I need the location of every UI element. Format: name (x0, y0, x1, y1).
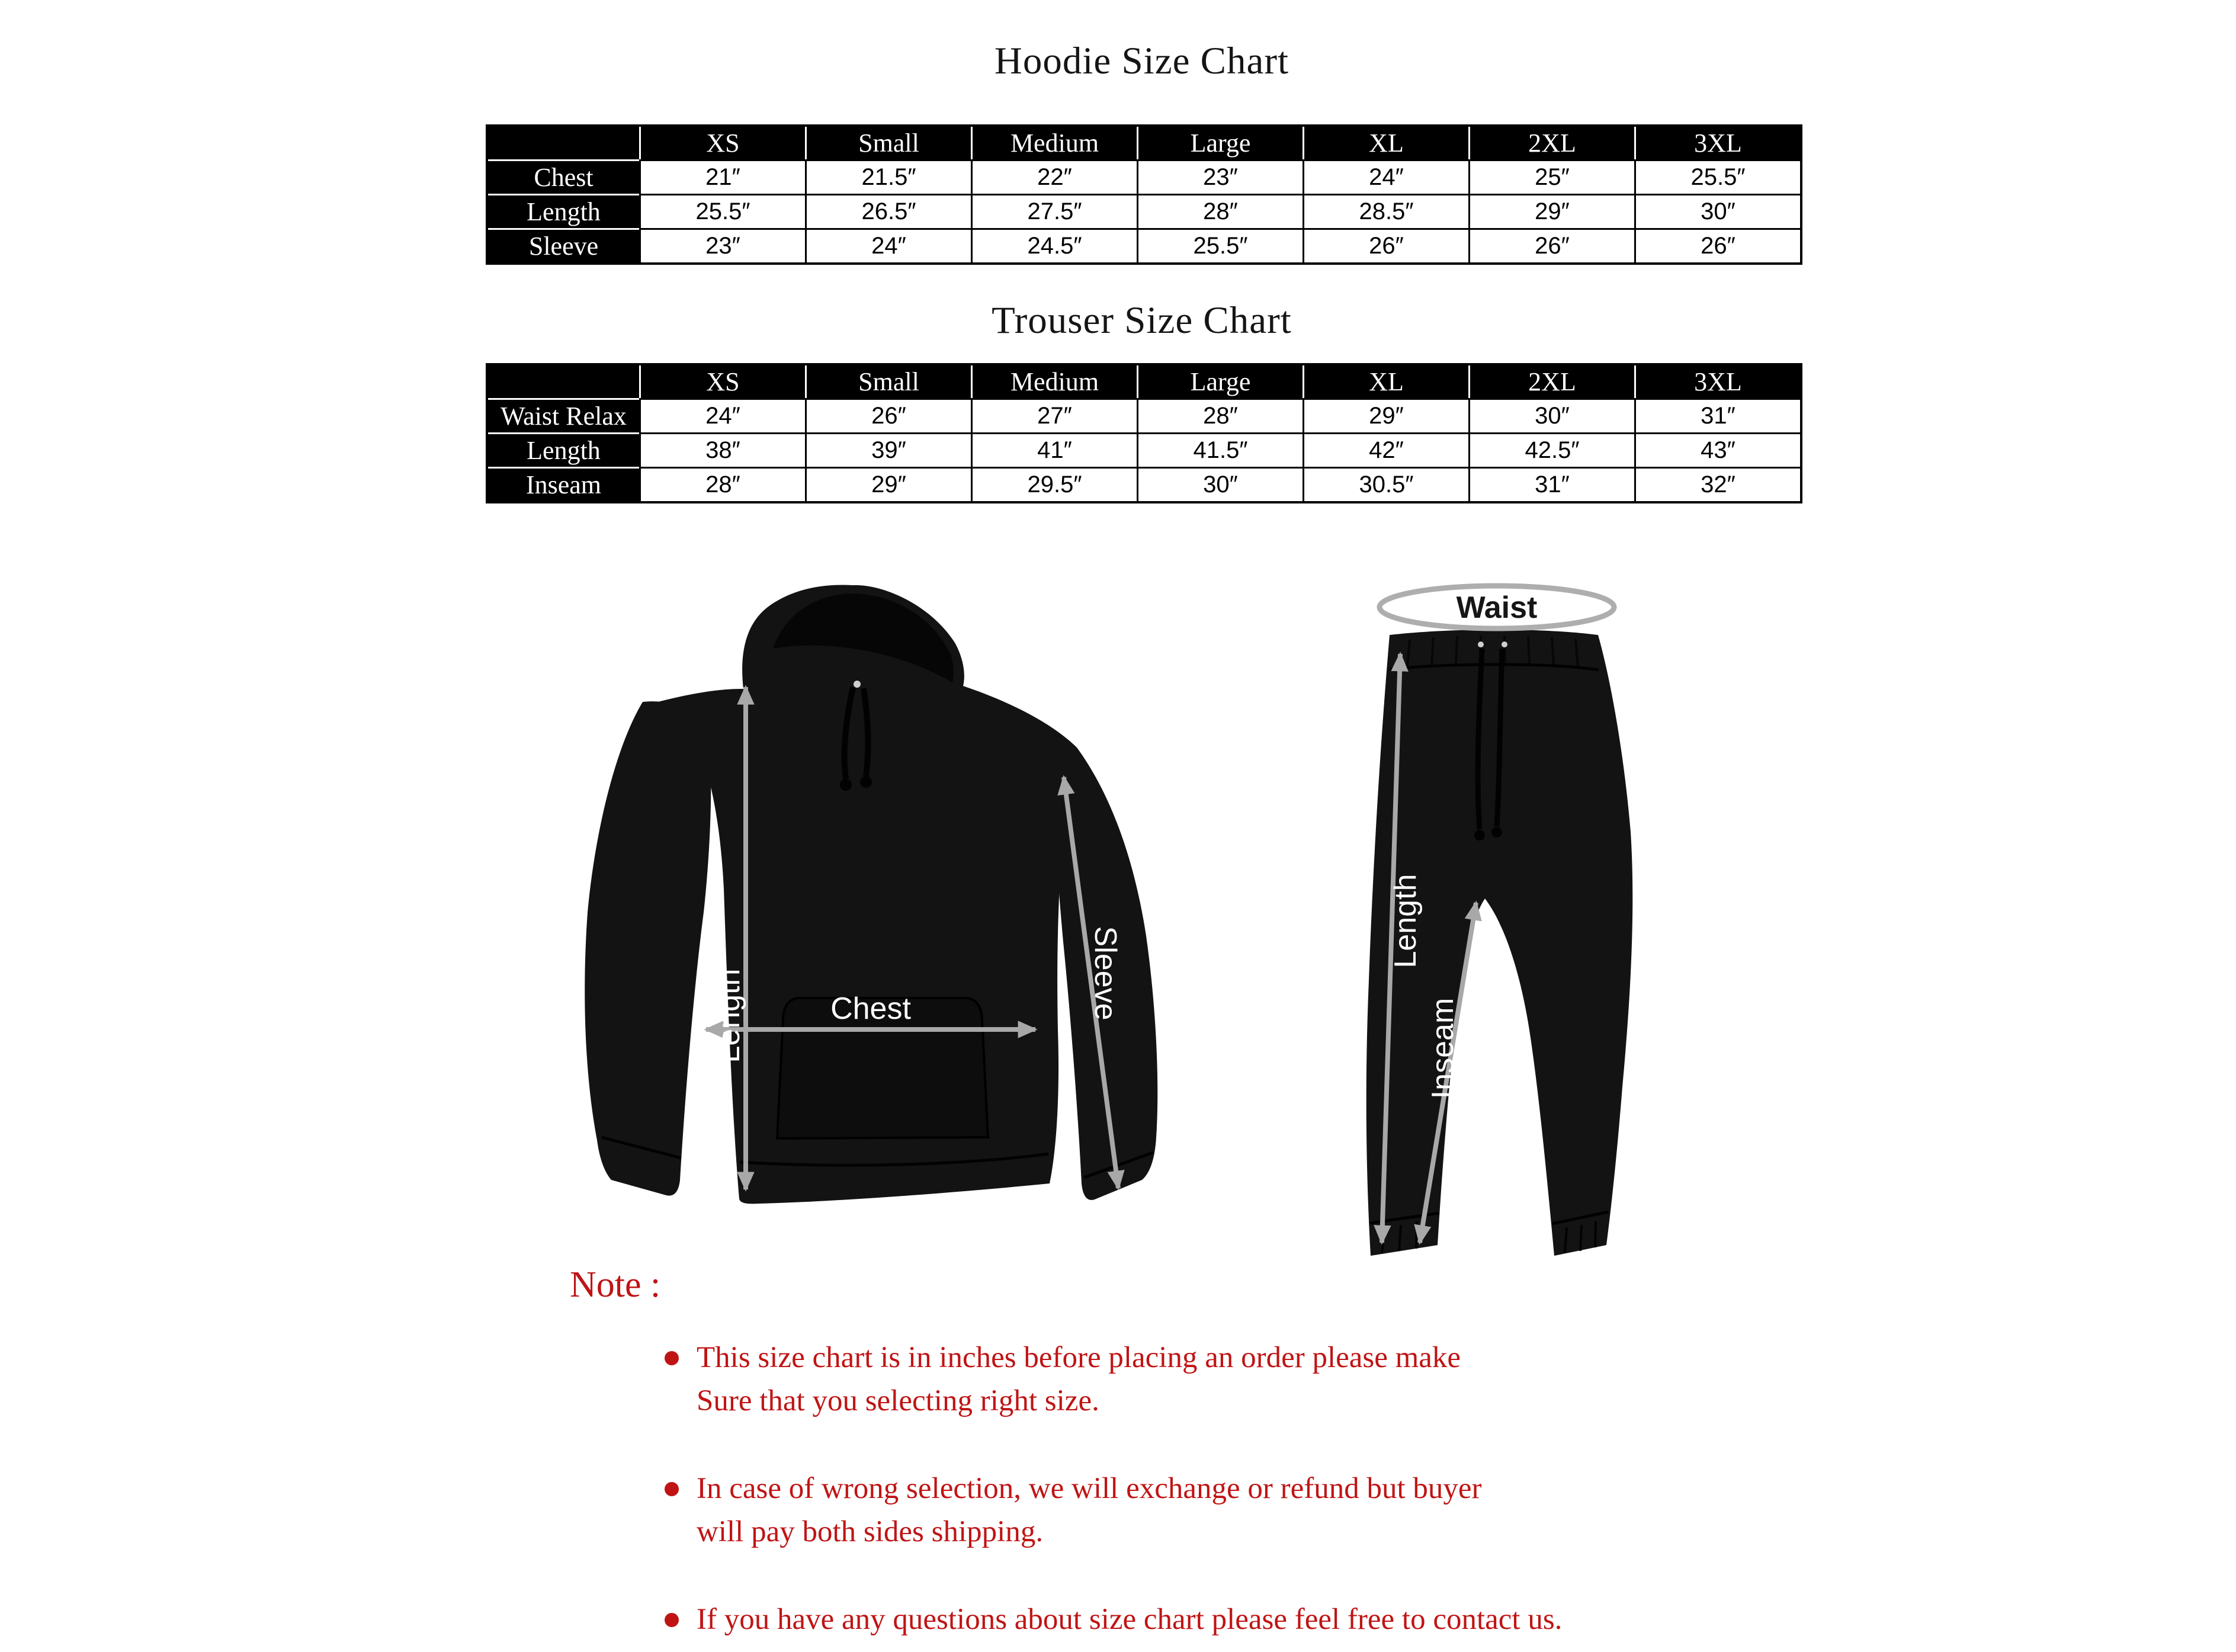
bullet-dot (665, 1351, 679, 1365)
trouser-chart-title: Trouser Size Chart (992, 299, 1292, 342)
row-label-sleeve: Sleeve (488, 228, 639, 262)
size-value-cell: 39″ (805, 432, 971, 467)
size-value-cell: 38″ (639, 432, 805, 467)
corner-cell (488, 365, 639, 398)
note-bullet-list (665, 1336, 1820, 1641)
hoodie-header-row (488, 127, 1800, 159)
column-header-large: Large (1137, 365, 1303, 398)
column-header-xs: XS (639, 127, 805, 159)
note-bullet (665, 1467, 1820, 1554)
bullet-dot (665, 1613, 679, 1627)
drawstring-knot (1491, 827, 1502, 838)
column-header-xl: XL (1303, 365, 1468, 398)
bullet-line: Sure that you selecting right size. (697, 1384, 1099, 1417)
size-value-cell: 21″ (639, 159, 805, 194)
size-value-cell: 25.5″ (1137, 228, 1303, 262)
bullet-line: will pay both sides shipping. (697, 1515, 1044, 1548)
bullet-text (697, 1467, 1482, 1554)
size-value-cell: 28″ (1137, 194, 1303, 228)
column-header-2xl: 2XL (1468, 365, 1634, 398)
size-value-cell: 30.5″ (1303, 467, 1468, 501)
size-value-cell: 23″ (1137, 159, 1303, 194)
size-value-cell: 41″ (971, 432, 1137, 467)
bullet-line: If you have any questions about size chart please feel free to contact us. (697, 1603, 1563, 1636)
trouser-diagram (1333, 580, 1747, 1279)
size-value-cell: 28″ (1137, 398, 1303, 432)
column-header-3xl: 3XL (1634, 127, 1800, 159)
bullet-line: This size chart is in inches before placing an order please make (697, 1341, 1461, 1374)
size-value-cell: 29″ (1303, 398, 1468, 432)
size-value-cell: 23″ (639, 228, 805, 262)
trouser-header-row (488, 365, 1800, 398)
bullet-text (697, 1598, 1562, 1641)
bullet-dot (665, 1482, 679, 1496)
table-row-sleeve (488, 228, 1800, 262)
size-value-cell: 26″ (1303, 228, 1468, 262)
size-value-cell: 26″ (805, 398, 971, 432)
column-header-xs: XS (639, 365, 805, 398)
row-label-length: Length (488, 194, 639, 228)
length-label: Length (1388, 874, 1423, 968)
table-row-chest (488, 159, 1800, 194)
size-value-cell: 24″ (805, 228, 971, 262)
column-header-large: Large (1137, 127, 1303, 159)
size-value-cell: 24″ (639, 398, 805, 432)
size-value-cell: 25″ (1468, 159, 1634, 194)
waist-label: Waist (1456, 591, 1538, 625)
size-value-cell: 24″ (1303, 159, 1468, 194)
drawstring-eyelet (1478, 641, 1484, 647)
column-header-medium: Medium (971, 127, 1137, 159)
size-value-cell: 26″ (1468, 228, 1634, 262)
size-value-cell: 25.5″ (1634, 159, 1800, 194)
drawstring-knot (840, 779, 852, 791)
table-row-waist-relax (488, 398, 1800, 432)
row-label-waist-relax: Waist Relax (488, 398, 639, 432)
drawstring-eyelet (1502, 641, 1507, 647)
table-row-length (488, 194, 1800, 228)
hoodie-size-table (486, 124, 1802, 265)
size-value-cell: 29.5″ (971, 467, 1137, 501)
bullet-text (697, 1336, 1461, 1423)
column-header-small: Small (805, 365, 971, 398)
column-header-small: Small (805, 127, 971, 159)
row-label-inseam: Inseam (488, 467, 639, 501)
row-label-chest: Chest (488, 159, 639, 194)
size-value-cell: 30″ (1634, 194, 1800, 228)
size-value-cell: 27.5″ (971, 194, 1137, 228)
size-value-cell: 31″ (1468, 467, 1634, 501)
hoodie-chart-title: Hoodie Size Chart (994, 40, 1289, 82)
corner-cell (488, 127, 639, 159)
size-value-cell: 21.5″ (805, 159, 971, 194)
sleeve-label: Sleeve (1088, 926, 1122, 1021)
row-label-length: Length (488, 432, 639, 467)
size-value-cell: 26″ (1634, 228, 1800, 262)
hoodie-left-sleeve (585, 701, 711, 1196)
drawstring-eyelet (854, 681, 861, 688)
size-value-cell: 31″ (1634, 398, 1800, 432)
note-bullet (665, 1336, 1820, 1423)
size-value-cell: 30″ (1468, 398, 1634, 432)
size-value-cell: 29″ (805, 467, 971, 501)
table-row-length (488, 432, 1800, 467)
chest-label: Chest (830, 992, 911, 1026)
size-value-cell: 29″ (1468, 194, 1634, 228)
size-value-cell: 30″ (1137, 467, 1303, 501)
size-value-cell: 24.5″ (971, 228, 1137, 262)
trouser-size-table (486, 363, 1802, 503)
hoodie-diagram (563, 580, 1244, 1279)
size-value-cell: 32″ (1634, 467, 1800, 501)
size-value-cell: 27″ (971, 398, 1137, 432)
column-header-medium: Medium (971, 365, 1137, 398)
note-bullet (665, 1598, 1820, 1641)
drawstring-knot (1474, 830, 1485, 841)
bullet-line: In case of wrong selection, we will exchange or refund but buyer (697, 1472, 1482, 1505)
size-value-cell: 22″ (971, 159, 1137, 194)
length-label: Length (712, 968, 746, 1063)
table-row-inseam (488, 467, 1800, 501)
inseam-label: Inseam (1426, 997, 1460, 1099)
size-value-cell: 26.5″ (805, 194, 971, 228)
size-value-cell: 42″ (1303, 432, 1468, 467)
size-value-cell: 28″ (639, 467, 805, 501)
note-heading: Note : (570, 1265, 661, 1305)
column-header-xl: XL (1303, 127, 1468, 159)
size-value-cell: 42.5″ (1468, 432, 1634, 467)
column-header-2xl: 2XL (1468, 127, 1634, 159)
size-value-cell: 28.5″ (1303, 194, 1468, 228)
size-value-cell: 41.5″ (1137, 432, 1303, 467)
size-value-cell: 43″ (1634, 432, 1800, 467)
drawstring-knot (860, 776, 872, 788)
size-value-cell: 25.5″ (639, 194, 805, 228)
column-header-3xl: 3XL (1634, 365, 1800, 398)
